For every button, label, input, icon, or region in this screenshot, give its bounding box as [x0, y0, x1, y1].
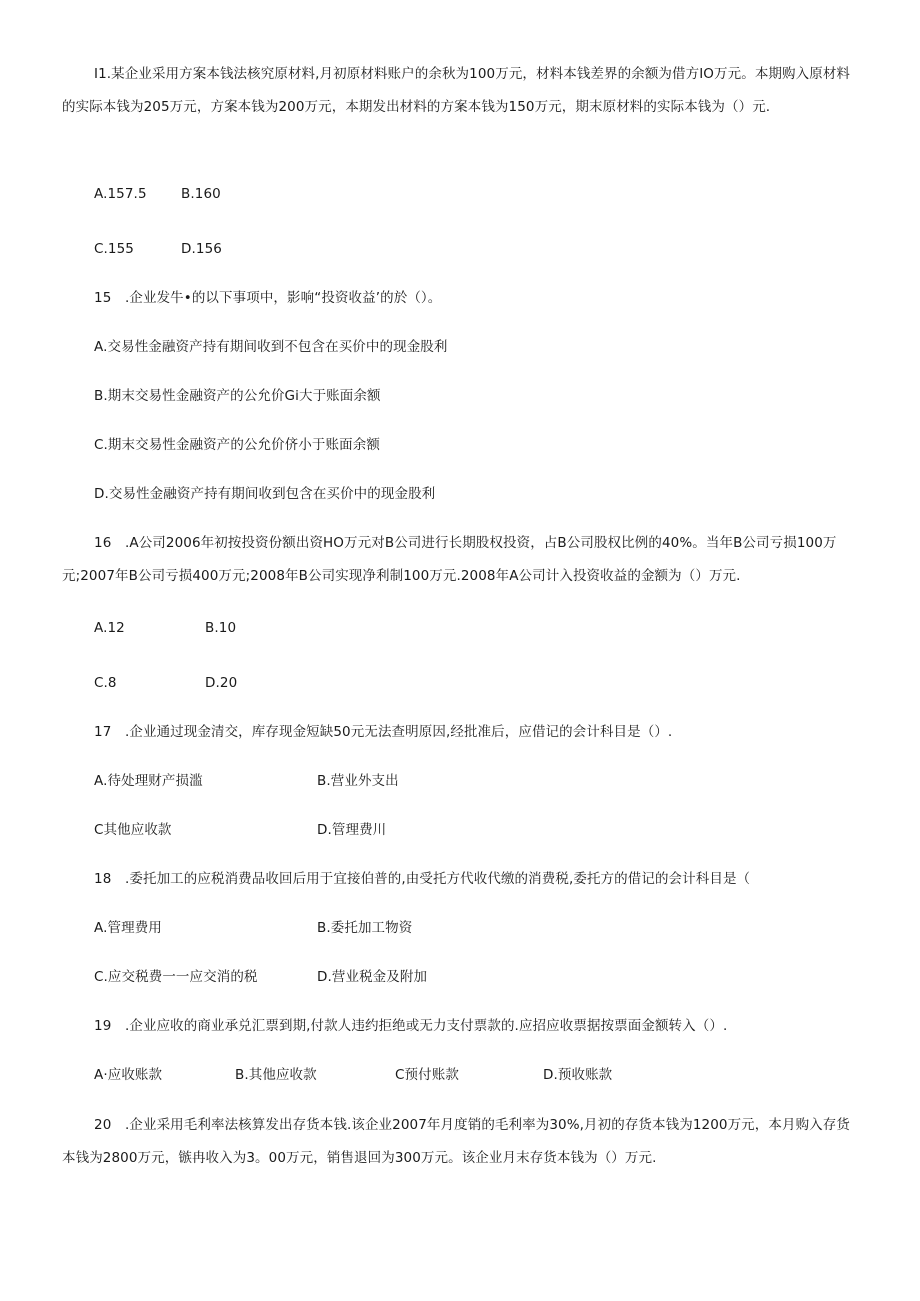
question-16-option-d: D.20: [205, 675, 238, 691]
question-14-option-d: D.156: [181, 241, 222, 257]
question-17-stem: 17 .企业通过现金清交，库存现金短缺50元无法查明原因,经批准后，应借记的会计科目是（）.: [94, 724, 673, 740]
question-17-option-c: C其他应收款: [94, 822, 172, 838]
question-15-option-a: A.交易性金融资产持有期间收到不包含在买价中的现金股利: [94, 339, 448, 355]
question-15-option-b: B.期末交易性金融资产的公允价Gi大于账面余额: [94, 388, 381, 404]
question-16-option-c: C.8: [94, 675, 117, 691]
question-20-stem: 20 .企业采用毛利率法核算发出存货本钱.该企业2007年月度销的毛利率为30%,月初的存货本钱为1200万元，本月购入存货本钱为2800万元，镞冉收入为3。00万元，销售退回为300万元。该企业月末存货本钱为（）万元.: [62, 1117, 850, 1166]
question-14-option-a: A.157.5: [94, 186, 147, 202]
question-16-option-b: B.10: [205, 620, 237, 636]
question-14-option-b: B.160: [181, 186, 221, 202]
question-17-option-d: D.管理费川: [317, 822, 387, 838]
question-18-option-c: C.应交税费一一应交消的税: [94, 969, 258, 985]
question-19-option-b: B.其他应收款: [235, 1067, 317, 1083]
question-16-option-a: A.12: [94, 620, 125, 636]
question-14-option-c: C.155: [94, 241, 134, 257]
question-18-stem: 18 .委托加工的应税消费品收回后用于宜接伯普的,由受托方代收代缴的消费税,委托方的借记的会计科目是（: [94, 871, 751, 887]
question-18-option-d: D.营业税金及附加: [317, 969, 428, 985]
question-16-stem: 16 .A公司2006年初按投资份额出资HO万元对B公司进行长期股权投资，占B公司股权比例的40%。当年B公司亏损100万元;2007年B公司亏损400万元;2008年B公司实现净利制100万元.2008年A公司计入投资收益的金额为（）万元.: [62, 535, 837, 584]
question-18-option-a: A.管理费用: [94, 920, 162, 936]
question-18-option-b: B.委托加工物资: [317, 920, 413, 936]
question-19-stem: 19 .企业应收的商业承兑汇票到期,付款人违约拒绝或无力支付票款的.应招应收票据按票面金额转入（）.: [94, 1018, 728, 1034]
question-19-option-a: A·应收账款: [94, 1067, 163, 1083]
question-19-option-c: C预付账款: [395, 1067, 459, 1083]
question-17-option-a: A.待处理财产损滥: [94, 773, 203, 789]
question-15-stem: 15 .企业发牛•的以下事项中，影响“投资收益’的於（）。: [94, 290, 442, 306]
question-15-option-d: D.交易性金融资产持有期间收到包含在买价中的现金股利: [94, 486, 436, 502]
question-15-option-c: C.期末交易性金融资产的公允价侪小于账面余额: [94, 437, 380, 453]
question-14-stem: I1.某企业采用方案本钱法核究原材料,月初原材料账户的余秋为100万元，材料本钱差界的余额为借方IO万元。本期购入原材料的实际本钱为205万元，方案本钱为200万元，本期发出材料的方案本钱为150万元，期末原材料的实际本钱为（）元.: [62, 66, 851, 115]
question-17-option-b: B.营业外支出: [317, 773, 399, 789]
question-19-option-d: D.预收账款: [543, 1067, 613, 1083]
